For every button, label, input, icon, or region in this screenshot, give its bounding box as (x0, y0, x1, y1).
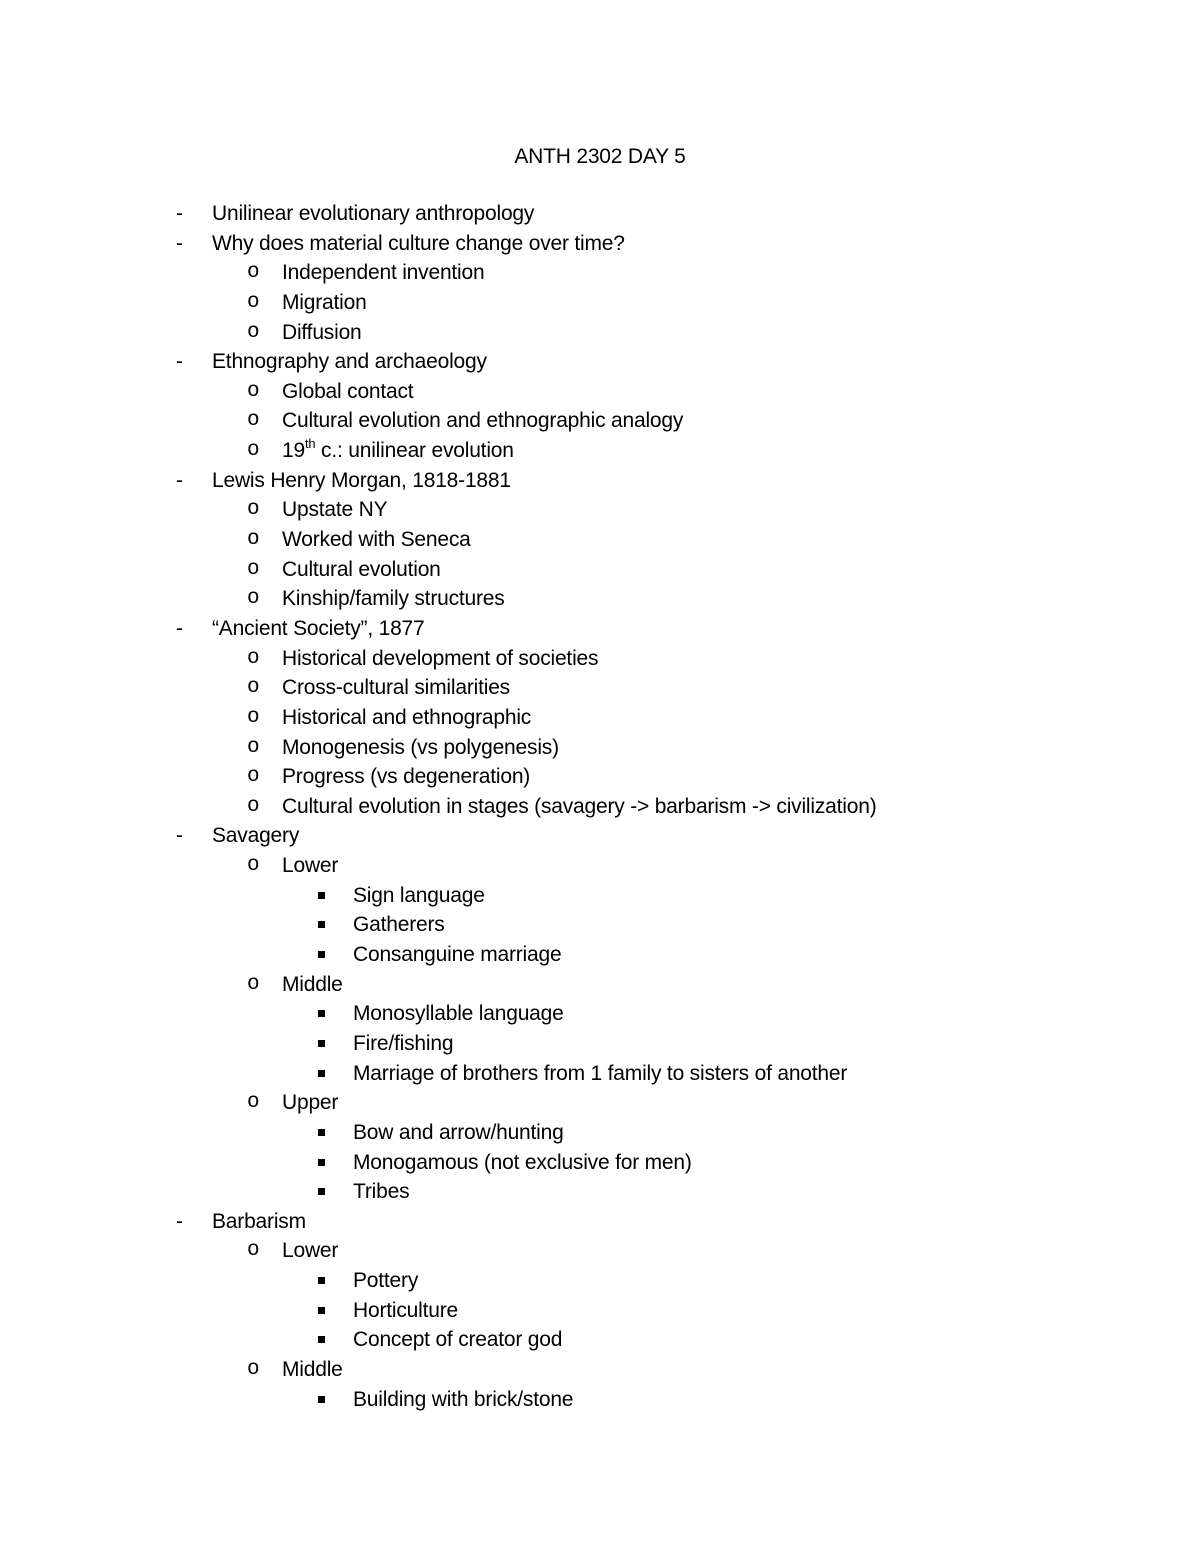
outline-item-text (282, 673, 510, 703)
dash-bullet: - (176, 824, 183, 848)
circle-bullet: o (247, 557, 260, 581)
item-text: Middle (282, 1357, 343, 1381)
outline-item-text (282, 525, 471, 555)
item-text: Cultural evolution and ethnographic analogy (282, 409, 684, 433)
dash-bullet: - (176, 231, 183, 255)
outline-item-level-1 (0, 821, 1200, 851)
outline-item-text (282, 377, 413, 407)
outline-item-level-1 (0, 614, 1200, 644)
square-bullet-icon (318, 910, 325, 940)
outline-item-text (353, 940, 561, 970)
outline-item-level-2 (0, 258, 1200, 288)
square-bullet-icon (318, 1029, 325, 1059)
item-text: Cultural evolution in stages (savagery -> barbarism -> civilization) (282, 794, 877, 818)
outline-item-level-2 (0, 495, 1200, 525)
outline-item-level-2 (0, 555, 1200, 585)
item-text: Monosyllable language (353, 1002, 564, 1026)
outline-item-level-3 (0, 1385, 1200, 1415)
outline-item-level-2 (0, 318, 1200, 348)
item-text: Savagery (212, 824, 300, 848)
item-text: Lower (282, 1239, 339, 1263)
item-text: Barbarism (212, 1209, 306, 1233)
item-text: Upstate NY (282, 498, 388, 522)
outline-item-text (353, 999, 564, 1029)
circle-bullet: o (247, 646, 260, 670)
outline-item-text (353, 1118, 564, 1148)
item-text: Lower (282, 854, 339, 878)
dash-bullet: - (176, 1209, 183, 1233)
outline-item-level-3 (0, 881, 1200, 911)
outline-item-level-3 (0, 1177, 1200, 1207)
outline-item-text (353, 1385, 573, 1415)
circle-bullet: o (247, 409, 260, 433)
outline-item-text (353, 1029, 453, 1059)
item-text: Upper (282, 1091, 339, 1115)
item-text: Global contact (282, 379, 414, 403)
item-text: Progress (vs degeneration) (282, 765, 531, 789)
item-text: Building with brick/stone (353, 1387, 574, 1411)
square-bullet-icon (318, 1148, 325, 1178)
item-text: Fire/fishing (353, 1031, 454, 1055)
square-bullet-icon (318, 881, 325, 911)
outline-item-text (212, 466, 511, 496)
outline-item-level-2 (0, 673, 1200, 703)
circle-bullet: o (247, 587, 260, 611)
outline-item-text (282, 258, 484, 288)
circle-bullet: o (247, 379, 260, 403)
outline-item-text (353, 1177, 409, 1207)
outline-item-level-3 (0, 1148, 1200, 1178)
square-bullet-icon (318, 1385, 325, 1415)
outline-item-text (353, 910, 445, 940)
item-text: Ethnography and archaeology (212, 350, 487, 374)
item-text: Pottery (353, 1269, 419, 1293)
outline-item-level-2 (0, 436, 1200, 466)
outline-item-text (212, 1207, 306, 1237)
item-text: Migration (282, 290, 367, 314)
outline-item-level-1 (0, 466, 1200, 496)
item-text: Diffusion (282, 320, 362, 344)
item-text: Gatherers (353, 913, 445, 937)
outline-item-text (212, 199, 534, 229)
outline-item-level-2 (0, 792, 1200, 822)
outline-item-text (353, 1148, 692, 1178)
item-text: Worked with Seneca (282, 528, 471, 552)
square-bullet-icon (318, 1059, 325, 1089)
page-title: ANTH 2302 DAY 5 (514, 145, 686, 168)
circle-bullet: o (247, 1239, 260, 1263)
square-bullet-icon (318, 1296, 325, 1326)
circle-bullet: o (247, 735, 260, 759)
outline-item-level-2 (0, 762, 1200, 792)
dash-bullet: - (176, 468, 183, 492)
outline-item-level-2 (0, 525, 1200, 555)
square-bullet-icon (318, 1118, 325, 1148)
circle-bullet: o (247, 765, 260, 789)
outline-item-level-3 (0, 1029, 1200, 1059)
outline-item-level-2 (0, 644, 1200, 674)
outline-item-text (212, 347, 487, 377)
outline-item-level-2 (0, 1355, 1200, 1385)
square-bullet-icon (318, 1325, 325, 1355)
outline-item-text (282, 792, 877, 822)
item-superscript: th (304, 436, 316, 452)
outline-item-level-3 (0, 1118, 1200, 1148)
item-text: Bow and arrow/hunting (353, 1120, 564, 1144)
outline-item-text (282, 1236, 338, 1266)
outline-item-level-2 (0, 703, 1200, 733)
item-text: “Ancient Society”, 1877 (212, 616, 425, 640)
item-text: Sign language (353, 883, 485, 907)
circle-bullet: o (247, 439, 260, 463)
item-text: Middle (282, 972, 343, 996)
item-text: Historical and ethnographic (282, 705, 532, 729)
outline-item-text (282, 762, 530, 792)
square-bullet-icon (318, 940, 325, 970)
outline-item-level-2 (0, 733, 1200, 763)
outline-item-level-1 (0, 229, 1200, 259)
square-bullet-icon (318, 999, 325, 1029)
circle-bullet: o (247, 320, 260, 344)
outline-item-text (212, 229, 625, 259)
item-text: Cultural evolution (282, 557, 441, 581)
dash-bullet: - (176, 202, 183, 225)
square-bullet-icon (318, 1266, 325, 1296)
circle-bullet: o (247, 261, 260, 285)
circle-bullet: o (247, 1091, 260, 1115)
item-text: Monogenesis (vs polygenesis) (282, 735, 559, 759)
item-text: Concept of creator god (353, 1328, 563, 1352)
item-text: Marriage of brothers from 1 family to sisters of another (353, 1061, 848, 1085)
outline-item-text (282, 555, 441, 585)
dash-bullet: - (176, 350, 183, 374)
circle-bullet: o (247, 854, 260, 878)
circle-bullet: o (247, 705, 260, 729)
outline-item-level-3 (0, 1325, 1200, 1355)
outline-item-text (282, 318, 362, 348)
item-text: Consanguine marriage (353, 943, 562, 967)
circle-bullet: o (247, 498, 260, 522)
outline-item-text (353, 881, 485, 911)
outline-item-level-2 (0, 1088, 1200, 1118)
outline-item-text (353, 1059, 847, 1089)
outline-item-text (282, 970, 343, 1000)
outline-item-level-1 (0, 347, 1200, 377)
outline-item-level-2 (0, 288, 1200, 318)
outline-item-level-2 (0, 970, 1200, 1000)
outline-item-text (212, 614, 425, 644)
outline-item-level-3 (0, 999, 1200, 1029)
outline-item-text (353, 1296, 458, 1326)
outline-item-text (282, 1088, 338, 1118)
outline-item-text (282, 436, 514, 466)
outline-item-text (282, 288, 367, 318)
item-text: Kinship/family structures (282, 587, 505, 611)
outline-list (0, 199, 1200, 1414)
outline-item-level-2 (0, 584, 1200, 614)
item-text-continued: c.: unilinear evolution (315, 439, 514, 463)
outline-item-text (212, 821, 299, 851)
outline-item-level-3 (0, 1059, 1200, 1089)
outline-item-text (282, 733, 559, 763)
item-text: Horticulture (353, 1298, 458, 1322)
item-text: Cross-cultural similarities (282, 676, 510, 700)
outline-item-level-1 (0, 1207, 1200, 1237)
item-text: Monogamous (not exclusive for men) (353, 1150, 692, 1174)
outline-item-level-2 (0, 406, 1200, 436)
circle-bullet: o (247, 794, 260, 818)
item-text: 19 (282, 439, 305, 463)
outline-item-text (282, 584, 505, 614)
outline-item-text (282, 644, 598, 674)
outline-item-text (282, 703, 531, 733)
outline-item-level-3 (0, 1296, 1200, 1326)
outline-item-level-3 (0, 940, 1200, 970)
item-text: Independent invention (282, 261, 485, 285)
outline-item-level-2 (0, 377, 1200, 407)
square-bullet-icon (318, 1177, 325, 1207)
item-text: Why does material culture change over time? (212, 231, 625, 255)
item-text: Historical development of societies (282, 646, 599, 670)
item-text: Tribes (353, 1180, 410, 1204)
outline-item-level-2 (0, 1236, 1200, 1266)
outline-item-text (282, 1355, 343, 1385)
outline-item-text (353, 1325, 562, 1355)
item-text: Unilinear evolutionary anthropology (212, 202, 535, 225)
dash-bullet: - (176, 616, 183, 640)
item-text: Lewis Henry Morgan, 1818-1881 (212, 468, 511, 492)
outline-item-text (282, 406, 683, 436)
outline-item-text (353, 1266, 418, 1296)
circle-bullet: o (247, 290, 260, 314)
outline-item-level-3 (0, 1266, 1200, 1296)
outline-item-text (282, 495, 387, 525)
circle-bullet: o (247, 972, 260, 996)
circle-bullet: o (247, 1357, 260, 1381)
outline-item-level-1 (0, 199, 1200, 229)
outline-item-level-2 (0, 851, 1200, 881)
circle-bullet: o (247, 528, 260, 552)
outline-item-level-3 (0, 910, 1200, 940)
outline-item-text (282, 851, 338, 881)
circle-bullet: o (247, 676, 260, 700)
